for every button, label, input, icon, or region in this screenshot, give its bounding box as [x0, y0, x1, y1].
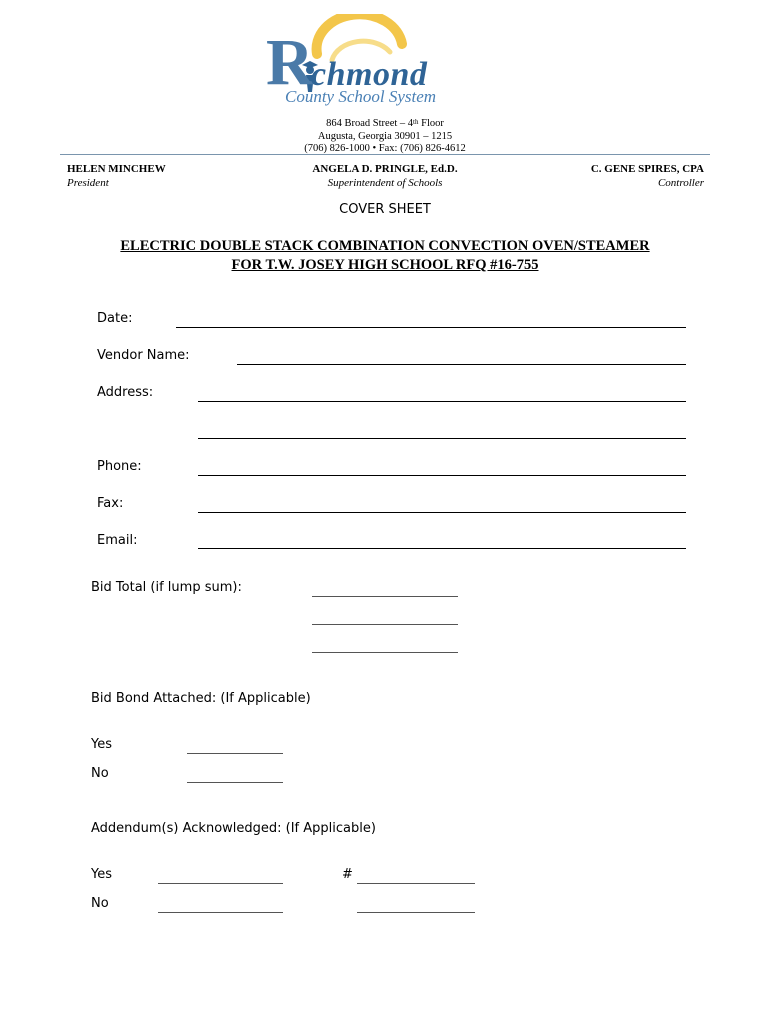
addendum-label: Addendum(s) Acknowledged: (If Applicable) — [91, 821, 376, 836]
official-role-president: President — [67, 177, 109, 189]
addendum-yes-label: Yes — [91, 867, 112, 882]
email-label: Email: — [97, 533, 138, 548]
address-field-line-2[interactable] — [198, 438, 686, 439]
date-label: Date: — [97, 311, 133, 326]
bid-bond-no-label: No — [91, 766, 109, 781]
official-role-superintendent: Superintendent of Schools — [327, 177, 443, 189]
logo-subtitle: County School System — [285, 87, 437, 106]
bid-total-field-2[interactable] — [312, 624, 458, 625]
official-name-president: HELEN MINCHEW — [67, 163, 166, 175]
address-line-3: (706) 826-1000 • Fax: (706) 826-4612 — [304, 143, 466, 154]
header-divider — [60, 154, 710, 155]
address-line-1: 864 Broad Street – 4th Floor — [326, 118, 444, 129]
fax-label: Fax: — [97, 496, 124, 511]
logo-name: chmond — [311, 56, 428, 93]
official-role-controller: Controller — [657, 177, 704, 189]
official-name-controller: C. GENE SPIRES, CPA — [590, 163, 704, 175]
document-title-line-1: ELECTRIC DOUBLE STACK COMBINATION CONVECTION OVEN/STEAMER — [120, 238, 650, 254]
addendum-number-sign: # — [342, 867, 353, 882]
phone-field[interactable] — [198, 475, 686, 476]
addendum-no-label: No — [91, 896, 109, 911]
address-label: Address: — [97, 385, 154, 400]
address-field-line-1[interactable] — [198, 401, 686, 402]
bid-total-label: Bid Total (if lump sum): — [91, 580, 242, 595]
vendor-name-label: Vendor Name: — [97, 348, 190, 363]
bid-total-field-3[interactable] — [312, 652, 458, 653]
phone-label: Phone: — [97, 459, 142, 474]
logo-letter-r: R — [266, 26, 314, 99]
bid-bond-yes-label: Yes — [91, 737, 112, 752]
date-field[interactable] — [176, 327, 686, 328]
email-field[interactable] — [198, 548, 686, 549]
bid-bond-yes-field[interactable] — [187, 753, 283, 754]
official-name-superintendent: ANGELA D. PRINGLE, Ed.D. — [312, 163, 458, 175]
bid-bond-no-field[interactable] — [187, 782, 283, 783]
addendum-number-field-1[interactable] — [357, 883, 475, 884]
bid-total-field-1[interactable] — [312, 596, 458, 597]
addendum-yes-field[interactable] — [158, 883, 283, 884]
cover-sheet-label: COVER SHEET — [339, 202, 431, 217]
address-line-2: Augusta, Georgia 30901 – 1215 — [317, 131, 453, 142]
document-title-line-2: FOR T.W. JOSEY HIGH SCHOOL RFQ #16-755 — [231, 257, 539, 273]
vendor-name-field[interactable] — [237, 364, 686, 365]
bid-bond-label: Bid Bond Attached: (If Applicable) — [91, 691, 311, 706]
fax-field[interactable] — [198, 512, 686, 513]
addendum-number-field-2[interactable] — [357, 912, 475, 913]
addendum-no-field[interactable] — [158, 912, 283, 913]
